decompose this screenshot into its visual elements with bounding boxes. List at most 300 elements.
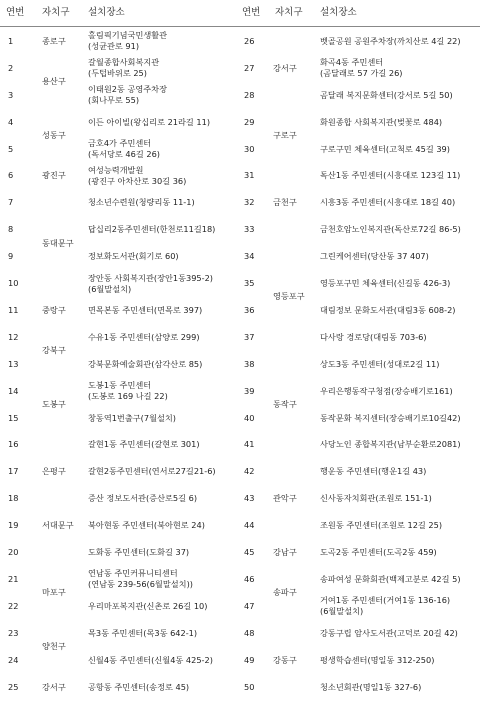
row-number-text: 29 [244,116,255,127]
right-place-cell [320,297,456,324]
row-number-text: 15 [8,412,19,423]
row-number-text: 22 [8,600,19,611]
place-text [88,197,195,208]
right-district-cell [273,620,297,701]
left-district-cell [42,55,66,109]
row-number-text: 14 [8,385,19,396]
place-text [320,628,458,639]
place-text [88,601,207,612]
row-number-text: 24 [8,654,19,665]
place-line: (연남동 239-56(6월말설치)) [88,579,193,590]
right-place-cell [320,324,427,351]
right-row-number [244,458,254,485]
district-name: 마포구 [42,587,66,598]
left-place-cell [88,566,193,593]
right-place-cell [320,405,461,432]
row-number-text: 28 [244,89,255,100]
right-place-cell [320,593,450,620]
right-place-cell [320,243,429,270]
place-line: 그린케어센터(당산동 37 407) [320,251,429,262]
row-number-text: 27 [244,62,255,73]
district-name: 강동구 [273,654,297,665]
right-row-number [244,620,254,647]
place-line: 청소년수련원(청량리동 11-1) [88,197,195,208]
right-place-cell [320,539,437,566]
place-line: 홀림픽기념국민생활관 [88,30,168,41]
left-row-number [8,324,18,351]
row-number-text: 34 [244,251,255,262]
place-line: (광진구 아차산로 30길 36) [88,175,187,186]
left-row-number [8,539,18,566]
left-place-cell [88,405,176,432]
row-number-text: 32 [244,197,255,208]
place-line: 여성능력개발원 [88,164,144,175]
district-name: 중랑구 [42,304,66,315]
row-number-text: 4 [8,116,14,127]
place-text [88,332,200,343]
place-line: 이태원2동 공영주차장 [88,84,167,95]
place-line: 장안동 사회복지관(장안1동395-2) [88,272,213,283]
place-text [88,547,189,558]
place-text [320,90,453,101]
header-district-left: 자치구 [42,7,70,18]
place-text [320,439,461,450]
place-line: 조원동 주민센터(조원로 12길 25) [320,520,443,531]
right-row-number [244,378,254,405]
row-number-text: 5 [8,143,14,154]
left-row-number [8,647,18,674]
place-line: (곰달래로 57 가길 26) [320,68,403,79]
place-line: 다사랑 경로당(대림동 703-6) [320,331,427,342]
place-text [320,170,460,181]
place-line: 강북문화예술회관(삼각산로 85) [88,358,203,369]
left-district-cell [42,28,66,55]
place-line: 대림정보 문화도서관(대림3동 608-2) [320,304,456,315]
left-place-cell [88,82,167,109]
header-place-left: 설치장소 [88,7,125,18]
left-district-cell [42,674,66,701]
place-line: 시흥3동 주민센터(시흥대로 18길 40) [320,197,456,208]
place-text [88,380,168,402]
row-number-text: 8 [8,224,14,235]
place-text [88,251,179,262]
right-place-cell [320,82,453,109]
place-text [320,466,426,477]
left-district-cell [42,109,66,163]
district-name: 광진구 [42,170,66,181]
right-district-cell [273,458,297,539]
right-place-cell [320,512,442,539]
right-row-number [244,324,254,351]
row-number-text: 39 [244,385,255,396]
left-row-number [8,566,18,593]
place-text [320,332,427,343]
district-name: 종로구 [42,35,66,46]
place-line: 연남동 주민커뮤니티센터 [88,568,178,579]
row-number-text: 42 [244,466,255,477]
right-row-number [244,593,254,620]
right-row-number [244,674,254,701]
place-line: (도봉로 169 나길 22) [88,391,168,402]
district-name: 도봉구 [42,399,66,410]
left-place-cell [88,324,200,351]
district-name: 강남구 [273,547,297,558]
place-text [88,466,216,477]
place-text [88,30,167,52]
row-number-text: 10 [8,278,19,289]
place-line: (6월말설치) [88,283,132,294]
left-district-cell [42,216,74,270]
place-line: 강동구립 암사도서관(고덕로 20길 42) [320,627,458,638]
place-line: 도봉1동 주민센터 [88,380,152,391]
place-text [320,655,434,666]
right-district-cell [273,163,297,244]
row-number-text: 41 [244,439,255,450]
left-place-cell [88,512,205,539]
right-row-number [244,55,254,82]
right-row-number [244,109,254,136]
district-name: 은평구 [42,466,66,477]
right-row-number [244,512,254,539]
left-row-number [8,136,13,163]
place-text [88,305,202,316]
right-place-cell [320,270,450,297]
header-num-left: 연번 [6,7,25,18]
right-place-cell [320,109,442,136]
row-number-text: 30 [244,143,255,154]
row-number-text: 2 [8,62,14,73]
place-line: 평생학습센터(명일동 312-250) [320,654,435,665]
row-number-text: 38 [244,358,255,369]
place-line: 청소년회관(명일1동 327-6) [320,681,422,692]
right-row-number [244,28,254,55]
row-number-text: 33 [244,224,255,235]
row-number-text: 21 [8,573,19,584]
row-number-text: 20 [8,547,19,558]
place-text [88,628,197,639]
district-name: 양천구 [42,641,66,652]
right-place-cell [320,566,461,593]
left-row-number [8,163,13,190]
place-text [320,305,456,316]
right-district-cell [273,539,297,566]
right-row-number [244,351,254,378]
right-district-cell [273,351,297,459]
row-number-text: 3 [8,89,14,100]
district-name: 동작구 [273,399,297,410]
place-line: 동작문화 복지센터(장승배기로10길42) [320,412,461,423]
left-place-cell [88,647,213,674]
header-num-right: 연번 [242,7,261,18]
row-number-text: 7 [8,197,14,208]
header-divider [0,26,480,27]
district-name: 서대문구 [42,520,74,531]
row-number-text: 37 [244,331,255,342]
left-place-cell [88,243,179,270]
right-row-number [244,270,254,297]
place-text [320,57,403,79]
place-line: 답십리2동주민센터(한천로11길18) [88,224,216,235]
left-place-cell [88,216,215,243]
place-line: 상도3동 주민센터(성대로2길 11) [320,358,440,369]
right-row-number [244,82,254,109]
left-place-cell [88,55,159,82]
place-text [320,595,450,617]
place-line: 목3동 주민센터(목3동 642-1) [88,627,198,638]
right-row-number [244,539,254,566]
place-line: 곰달래 복지문화센터(강서로 5길 50) [320,89,453,100]
place-line: 면목본동 주민센터(면목로 397) [88,304,203,315]
place-line: 이든 아이빌(왕십리로 21라길 11) [88,116,211,127]
district-name: 관악구 [273,493,297,504]
place-text [320,413,461,424]
left-row-number [8,28,13,55]
left-row-number [8,512,18,539]
row-number-text: 26 [244,35,255,46]
place-text [88,493,197,504]
place-line: 사당노인 종합복지관(남부순환로2081) [320,439,461,450]
place-text [88,568,193,590]
place-text [320,278,450,289]
row-number-text: 6 [8,170,14,181]
place-line: 우리마포복지관(신촌로 26길 10) [88,600,208,611]
place-text [320,682,421,693]
place-text [320,574,461,585]
place-text [88,273,213,295]
place-line: 수유1동 주민센터(삼양로 299) [88,331,200,342]
left-row-number [8,351,18,378]
left-row-number [8,458,18,485]
left-row-number [8,243,13,270]
place-text [320,144,450,155]
place-text [320,520,442,531]
place-text [320,547,437,558]
left-place-cell [88,163,186,190]
right-row-number [244,566,254,593]
place-line: 영등포구민 체육센터(신길동 426-3) [320,278,451,289]
left-row-number [8,674,18,701]
district-name: 구로구 [273,130,297,141]
left-row-number [8,593,18,620]
row-number-text: 48 [244,627,255,638]
left-place-cell [88,485,197,512]
district-name: 영등포구 [273,291,305,302]
right-place-cell [320,136,450,163]
left-place-cell [88,297,202,324]
right-district-cell [273,109,297,163]
place-line: (6월말설치) [320,606,364,617]
left-district-cell [42,620,66,674]
place-text [320,493,432,504]
place-line: 정보화도서관(회기로 60) [88,251,179,262]
row-number-text: 9 [8,251,14,262]
right-row-number [244,189,254,216]
left-district-cell [42,297,66,324]
right-district-cell [273,28,297,109]
left-place-cell [88,28,167,55]
right-place-cell [320,458,426,485]
place-text [88,655,213,666]
place-text [320,386,453,397]
left-place-cell [88,351,202,378]
left-row-number [8,216,13,243]
place-line: 도곡2동 주민센터(도곡2동 459) [320,547,437,558]
left-district-cell [42,512,74,539]
right-district-cell [273,243,305,351]
district-name: 금천구 [273,197,297,208]
place-line: 구로구민 체육센터(고척로 45길 39) [320,143,450,154]
row-number-text: 46 [244,573,255,584]
row-number-text: 35 [244,278,255,289]
right-district-cell [273,566,297,620]
row-number-text: 31 [244,170,255,181]
district-name: 성동구 [42,130,66,141]
place-line: 북아현동 주민센터(북아현로 24) [88,520,205,531]
header-district-right: 자치구 [275,7,303,18]
left-place-cell [88,270,213,297]
row-number-text: 50 [244,681,255,692]
left-place-cell [88,539,189,566]
left-row-number [8,82,13,109]
row-number-text: 12 [8,331,19,342]
place-line: 화곡4동 주민센터 [320,57,384,68]
left-place-cell [88,109,210,136]
row-number-text: 19 [8,520,19,531]
place-text [320,359,439,370]
left-place-cell [88,378,168,405]
row-number-text: 36 [244,304,255,315]
row-number-text: 18 [8,493,19,504]
left-district-cell [42,378,66,432]
row-number-text: 11 [8,304,19,315]
left-district-cell [42,458,66,485]
row-number-text: 45 [244,547,255,558]
left-place-cell [88,593,207,620]
header-place-right: 설치장소 [320,7,357,18]
right-row-number [244,297,254,324]
place-text [88,138,160,160]
left-row-number [8,109,13,136]
right-place-cell [320,620,458,647]
place-text [320,251,429,262]
right-place-cell [320,378,453,405]
row-number-text: 17 [8,466,19,477]
place-line: 금천호암노인복지관(독산로72길 86-5) [320,224,461,235]
left-row-number [8,620,18,647]
row-number-text: 23 [8,627,19,638]
row-number-text: 16 [8,439,19,450]
place-line: 화원종합 사회복지관(벚꽃로 484) [320,116,443,127]
place-line: (독서당로 46길 26) [88,149,160,160]
row-number-text: 13 [8,358,19,369]
right-row-number [244,647,254,674]
place-line: 신월4동 주민센터(신월4동 425-2) [88,654,213,665]
right-place-cell [320,674,421,701]
district-name: 용산구 [42,76,66,87]
right-row-number [244,405,254,432]
place-text [88,224,215,235]
place-text [320,117,442,128]
left-district-cell [42,566,66,620]
right-place-cell [320,28,461,55]
place-line: (회나무로 55) [88,95,140,106]
place-line: 갈현2동주민센터(연서로27길21-6) [88,466,216,477]
row-number-text: 44 [244,520,255,531]
place-line: 신사동자치회관(조원로 151-1) [320,493,432,504]
district-name: 강서구 [42,681,66,692]
place-line: 송파여성 문화회관(백제고분로 42길 5) [320,573,461,584]
place-text [88,682,189,693]
row-number-text: 47 [244,600,255,611]
place-text [88,359,202,370]
right-place-cell [320,485,432,512]
row-number-text: 49 [244,654,255,665]
right-row-number [244,485,254,512]
right-place-cell [320,432,461,459]
row-number-text: 40 [244,412,255,423]
district-name: 강북구 [42,345,66,356]
right-place-cell [320,216,461,243]
place-line: 독산1동 주민센터(시흥대로 123길 11) [320,170,461,181]
right-row-number [244,136,254,163]
left-place-cell [88,432,200,459]
left-place-cell [88,620,197,647]
place-line: 금호4가 주민센터 [88,138,152,149]
right-row-number [244,432,254,459]
place-text [88,57,159,79]
district-name: 동대문구 [42,237,74,248]
left-row-number [8,405,18,432]
place-line: 거여1동 주민센터(거여1동 136-16) [320,595,451,606]
right-place-cell [320,647,434,674]
place-line: 우리은행동작구청점(장승배기로161) [320,385,453,396]
left-row-number [8,55,13,82]
place-text [88,165,186,187]
place-line: (두텁바위로 25) [88,68,147,79]
left-row-number [8,297,18,324]
place-text [320,224,461,235]
left-district-cell [42,163,66,190]
place-text [88,439,200,450]
place-text [320,36,461,47]
left-district-cell [42,324,66,378]
right-place-cell [320,163,460,190]
left-row-number [8,485,18,512]
place-line: 창동역1번출구(7월설치) [88,412,176,423]
place-line: 증산 정보도서관(증산로5길 6) [88,493,198,504]
left-row-number [8,189,13,216]
place-text [88,84,167,106]
right-row-number [244,216,254,243]
place-text [88,520,205,531]
right-place-cell [320,351,439,378]
district-name: 강서구 [273,62,297,73]
place-line: 도화동 주민센터(도화길 37) [88,547,190,558]
place-text [88,117,210,128]
place-line: 벳골공원 공원주차장(까치산로 4길 22) [320,35,461,46]
left-place-cell [88,189,195,216]
left-row-number [8,270,18,297]
left-place-cell [88,458,216,485]
right-place-cell [320,189,455,216]
place-text [320,197,455,208]
place-text [88,413,176,424]
place-line: 갈현1동 주민센터(갈현로 301) [88,439,200,450]
row-number-text: 43 [244,493,255,504]
left-place-cell [88,136,160,163]
right-place-cell [320,55,403,82]
left-row-number [8,378,18,405]
